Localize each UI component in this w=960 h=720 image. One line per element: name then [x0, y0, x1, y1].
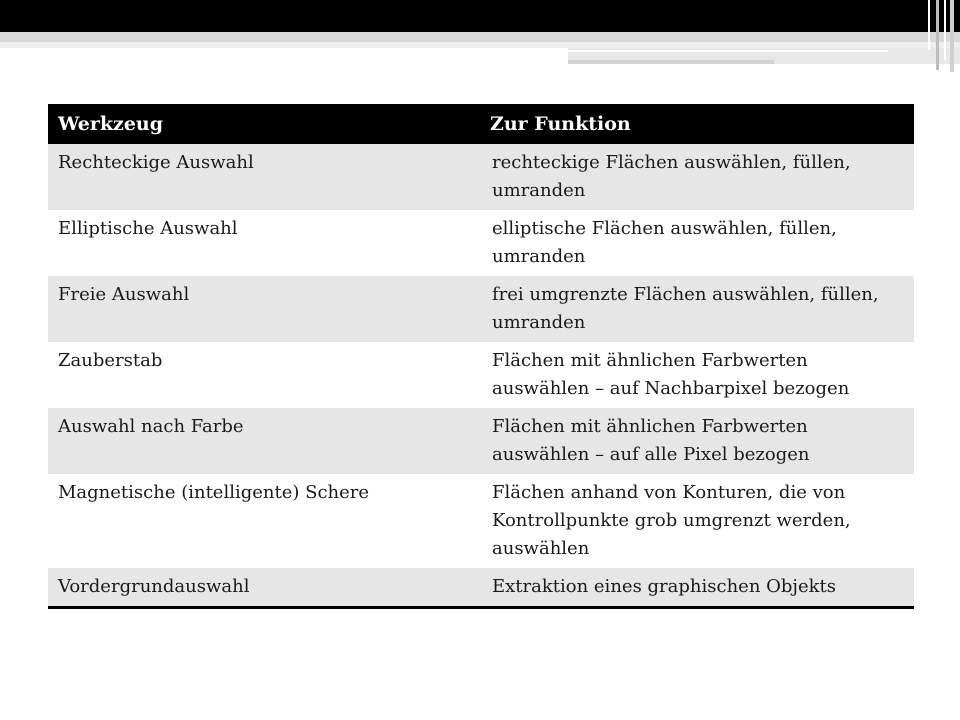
tool-name: Freie Auswahl — [48, 276, 480, 342]
tool-function: Flächen anhand von Konturen, die von Kontrollpunkte grob umgrenzt werden, auswählen — [480, 474, 914, 568]
table-row — [48, 474, 914, 568]
tool-name: Magnetische (intelligente) Schere — [48, 474, 480, 568]
decorative-vertical-line — [950, 0, 954, 72]
decorative-band — [568, 60, 774, 64]
table-row — [48, 408, 914, 474]
decorative-band — [0, 32, 960, 42]
header-werkzeug: Werkzeug — [48, 104, 480, 144]
table-header-row — [48, 104, 914, 144]
tool-function: elliptische Flächen auswählen, füllen, umranden — [480, 210, 914, 276]
table-row — [48, 144, 914, 210]
decorative-top-bar — [0, 0, 960, 32]
tool-name: Rechteckige Auswahl — [48, 144, 480, 210]
decorative-line — [568, 50, 888, 52]
tool-name: Elliptische Auswahl — [48, 210, 480, 276]
table-row — [48, 210, 914, 276]
tool-name: Auswahl nach Farbe — [48, 408, 480, 474]
header-zur-funktion: Zur Funktion — [480, 104, 914, 144]
tool-function: rechteckige Flächen auswählen, füllen, umranden — [480, 144, 914, 210]
table-row — [48, 342, 914, 408]
tool-name: Zauberstab — [48, 342, 480, 408]
tool-name: Vordergrundauswahl — [48, 568, 480, 608]
table-row — [48, 276, 914, 342]
tool-function: Flächen mit ähnlichen Farbwerten auswählen – auf Nachbarpixel bezogen — [480, 342, 914, 408]
decorative-vertical-line — [944, 0, 946, 60]
tool-function: frei umgrenzte Flächen auswählen, füllen, umranden — [480, 276, 914, 342]
decorative-vertical-line — [928, 0, 930, 50]
decorative-vertical-line — [936, 0, 939, 70]
tool-function: Flächen mit ähnlichen Farbwerten auswählen – auf alle Pixel bezogen — [480, 408, 914, 474]
table-row — [48, 568, 914, 608]
tool-function: Extraktion eines graphischen Objekts — [480, 568, 914, 608]
tool-function-table — [48, 104, 914, 609]
